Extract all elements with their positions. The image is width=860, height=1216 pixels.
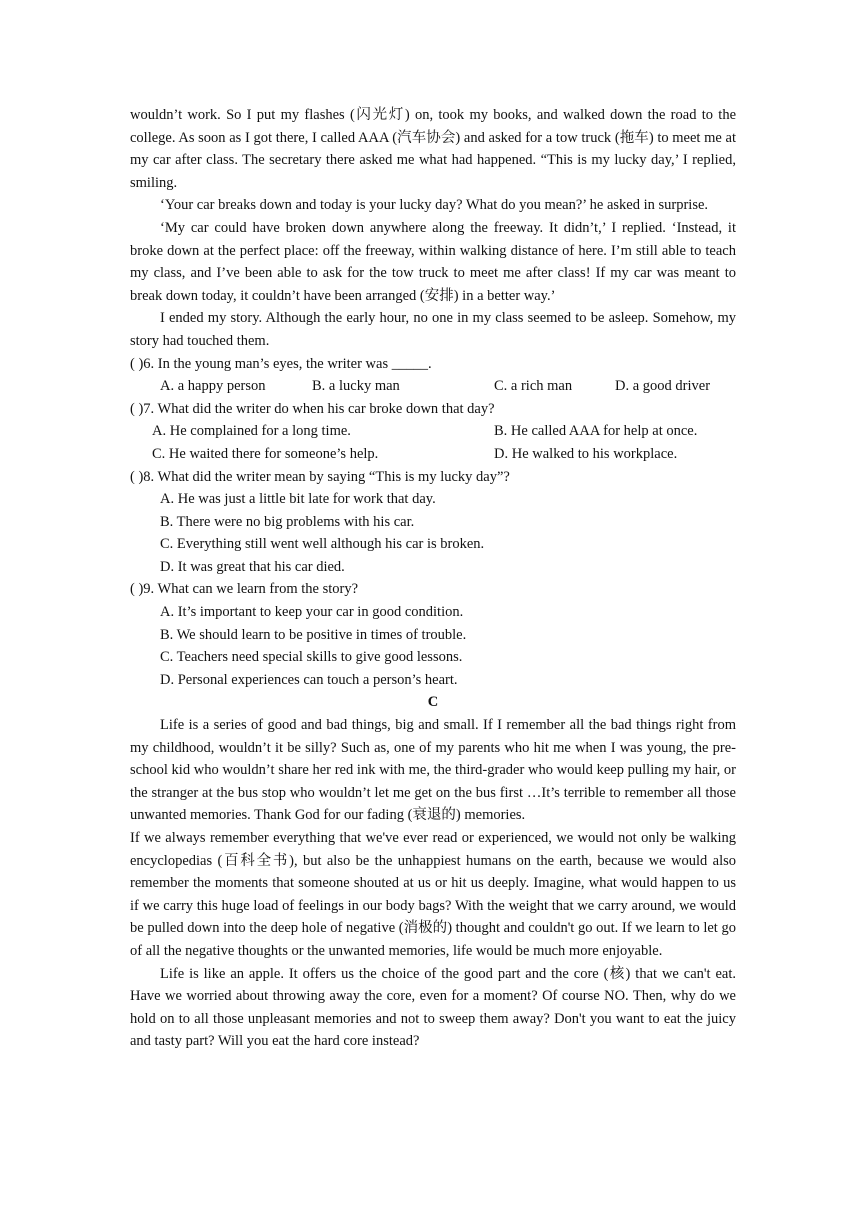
passage-c-paragraph-1: Life is a series of good and bad things, big and small. If I remember all the bad things right from my childhood, wouldn’t it be silly? Such as, one of my parents who hit me when I was young, the pre-school kid who wouldn’t share her red ink with me, the third-grader who would keep pulling my hair, or the stranger at the bus stop who wouldn’t let me get on the bus first …It’s terrible to remember all those unwanted memories. Thank God for our fading (衰退的) memories. xyxy=(130,717,736,824)
question-8-option-d: D. It was great that his car died. xyxy=(160,558,345,575)
question-7-option-b: B. He called AAA for help at once. xyxy=(494,423,698,440)
question-7-options-row-2 xyxy=(130,443,736,466)
question-8-stem: ( )8. What did the writer mean by saying “This is my lucky day”? xyxy=(130,468,510,485)
question-9-stem: ( )9. What can we learn from the story? xyxy=(130,581,359,598)
question-9-option-d: D. Personal experiences can touch a person’s heart. xyxy=(160,671,458,688)
passage-b-paragraph-3: ‘My car could have broken down anywhere along the freeway. It didn’t,’ I replied. ‘Instead, it broke down at the perfect place: off the freeway, within walking distance of here. I’m still able to teach my class, and I’ve been able to ask for the tow truck to meet me after class! If my car was meant to break down today, it couldn’t have been arranged (安排) in a better way.’ xyxy=(130,219,736,304)
question-7-options-row-1 xyxy=(130,420,736,443)
question-8-option-a: A. He was just a little bit late for work that day. xyxy=(160,491,436,508)
question-7-stem: ( )7. What did the writer do when his car broke down that day? xyxy=(130,400,495,417)
question-7-option-c: C. He waited there for someone’s help. xyxy=(152,445,379,462)
passage-b-paragraph-2: ‘Your car breaks down and today is your lucky day? What do you mean?’ he asked in surprise. xyxy=(160,197,709,214)
question-9-option-b: B. We should learn to be positive in times of trouble. xyxy=(160,626,467,643)
question-6-options xyxy=(130,375,736,398)
question-6-option-d: D. a good driver xyxy=(615,378,711,395)
question-8-option-c: C. Everything still went well although his car is broken. xyxy=(160,536,485,553)
question-6-option-c: C. a rich man xyxy=(494,378,573,395)
passage-c-paragraph-2: If we always remember everything that we've ever read or experienced, we would not only be walking encyclopedias (百科全书), but also be the unhappiest humans on the earth, because we would also remember the moments that someone shouted at us or hit us deeply. Imagine, what would happen to us if we carry this huge load of feelings in our body bags? With the weight that we carry around, we would be pulled down into the deep hole of negative (消极的) thought and couldn't go out. If we learn to let go of all the negative thoughts or the unwanted memories, life would be much more enjoyable. xyxy=(130,830,736,959)
passage-b-paragraph-4: I ended my story. Although the early hour, no one in my class seemed to be asleep. Somehow, my story had touched them. xyxy=(130,310,736,349)
question-7-option-d: D. He walked to his workplace. xyxy=(494,445,678,462)
passage-c-heading: C xyxy=(427,694,439,711)
question-6-option-a: A. a happy person xyxy=(160,378,266,395)
question-8-option-b: B. There were no big problems with his car. xyxy=(160,513,415,530)
passage-b-paragraph-1: wouldn’t work. So I put my flashes (闪光灯) on, took my books, and walked down the road to the college. As soon as I got there, I called AAA (汽车协会) and asked for a tow truck (拖车) to meet me at my car after class. The secretary there asked me what had happened. “This is my lucky day,’ I replied, smiling. xyxy=(130,107,736,191)
document-content xyxy=(130,104,736,1053)
question-7-option-a: A. He complained for a long time. xyxy=(152,423,351,440)
question-9-option-c: C. Teachers need special skills to give good lessons. xyxy=(160,649,463,666)
question-6-stem: ( )6. In the young man’s eyes, the writer was _____. xyxy=(130,355,432,372)
passage-c-paragraph-3: Life is like an apple. It offers us the choice of the good part and the core (核) that we can't eat. Have we worried about throwing away the core, even for a moment? Of course NO. Then, why do we hold on to all those unpleasant memories and not to sweep them away? Don't you want to eat the juicy and tasty part? Will you eat the hard core instead? xyxy=(130,965,736,1050)
question-9-option-a: A. It’s important to keep your car in good condition. xyxy=(160,604,464,621)
question-6-option-b: B. a lucky man xyxy=(312,378,400,395)
